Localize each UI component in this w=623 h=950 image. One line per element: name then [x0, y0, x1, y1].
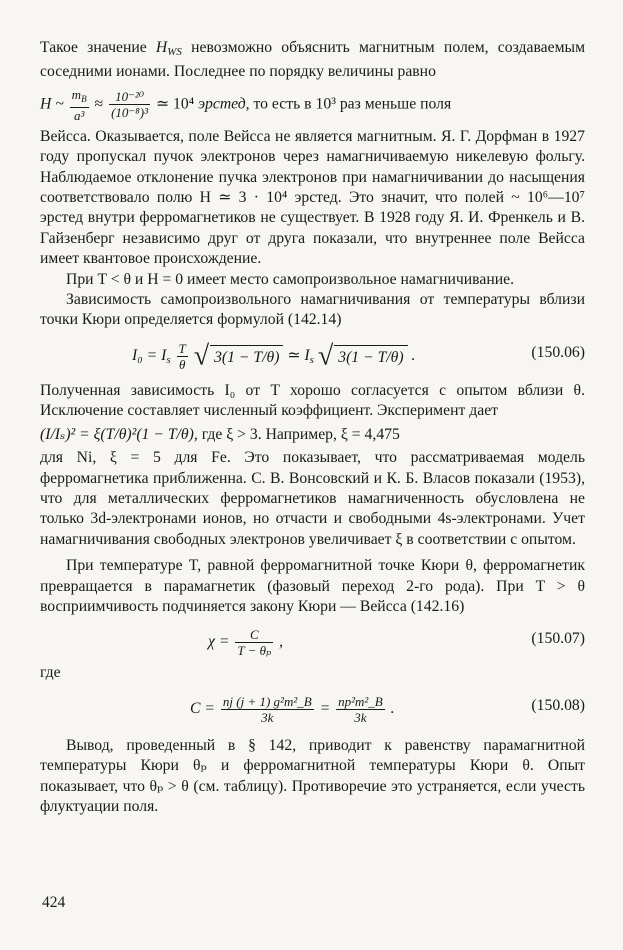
equation-150-08	[40, 684, 585, 730]
math-symbol: H	[155, 39, 168, 56]
fraction-denominator: 3k	[354, 709, 367, 725]
paragraph-7: Вывод, проведенный в § 142, приводит к равенству парамагнитной температуры Кюри θₚ и ферромагнитной температуры Кюри θ. Опыт показывает, что θₚ > θ (см. таблицу). Противоречие это устраняется, если учесть флуктуации поля.	[40, 736, 585, 815]
paragraph-2: Вейсса. Оказывается, поле Вейсса не является магнитным. Я. Г. Дорфман в 1927 году пропускал пучок электронов через намагничиваемую никелевую фольгу. Наблюдаемое отклонение пучка электронов при намагничивании до насыщения соответствовало полю H ≃ 3 · 10⁴ эрстед. Это значит, что полей ~ 10⁶—10⁷ эрстед внутри ферромагнетиков не существует. В 1928 году Я. И. Френкель и В. Гайзенберг независимо друг от друга показали, что внутреннее поле Вейсса имеет квантовое происхождение.	[40, 127, 585, 268]
equation-number: (150.08)	[531, 696, 585, 714]
fraction-numerator: np²m²_B	[338, 693, 383, 709]
math-punctuation: .	[386, 699, 395, 717]
math-expression: (I/Iₛ)² = ξ(T/θ)²(1 − T/θ),	[40, 425, 198, 443]
math-lhs: χ =	[208, 633, 230, 651]
math-subscript: WS	[167, 46, 182, 58]
paragraph-1	[40, 38, 585, 83]
fraction-denominator: (10⁻⁸)³	[111, 105, 149, 121]
equation-150-06	[40, 331, 585, 381]
math-subscript: s	[166, 353, 171, 366]
equation-number: (150.06)	[531, 343, 585, 361]
radicand: 3(1 − T/θ)	[210, 345, 283, 368]
math-operator: =	[315, 699, 335, 717]
math-symbol: m	[71, 86, 82, 102]
math-subscript: s	[309, 353, 314, 366]
fraction-denominator: T − θₚ	[237, 643, 272, 659]
paragraph-5b: для Ni, ξ = 5 для Fe. Это показывает, что рассматриваемая модель ферромагнетика приближенна. С. В. Вонсовский и К. Б. Власов показали (1953), что для металлических ферромагнетиков намагниченность обусловлена не только 3d-электронами ионов, но отчасти и свободными 4s-электронами. Учет намагничивания свободных электронов увеличивает ξ в соответствии с опытом.	[40, 449, 585, 548]
math-punctuation: .	[407, 346, 416, 364]
text-run: невозможно объяснить магнитным полем, создаваемым соседними ионами. Последнее по порядку величины равно	[40, 39, 585, 81]
fraction-denominator: 3k	[261, 709, 274, 725]
equation-number: (150.07)	[531, 630, 585, 648]
math-lhs: I₀ = I	[132, 346, 167, 364]
fraction-mb-a3	[70, 87, 89, 123]
math-lhs: C =	[190, 699, 215, 717]
fraction-numerator	[70, 87, 89, 108]
equation-body	[208, 627, 283, 658]
fraction-numerator: 10⁻²⁰	[109, 89, 150, 105]
text-run: где ξ > 3. Например, ξ = 4,475	[197, 425, 400, 443]
fraction-t-theta	[177, 341, 188, 372]
text-run: Такое значение	[40, 39, 156, 56]
formula-line-1	[40, 87, 585, 123]
where-label: где	[40, 664, 61, 682]
page-body	[40, 38, 585, 817]
math-h-ws	[156, 39, 182, 56]
math-subscript: B	[81, 93, 87, 104]
formula-line-2	[40, 425, 585, 445]
equation-body	[132, 341, 415, 372]
text-run: то есть в 10³ раз меньше поля	[249, 95, 452, 113]
page-number: 424	[42, 894, 66, 911]
math-punctuation: ,	[275, 633, 284, 651]
paragraph-6: При температуре T, равной ферромагнитной точке Кюри θ, ферромагнетик превращается в парамагнетик (фазовый переход 2-го рода). При T > θ восприимчивость подчиняется закону Кюри — Вейсса (142.16)	[40, 557, 585, 615]
fraction-numerator: C	[235, 627, 273, 643]
radicand: 3(1 − T/θ)	[334, 345, 407, 368]
equation-body	[190, 694, 395, 725]
radical-sign: √	[317, 340, 334, 372]
paragraph-5a: Полученная зависимость I₀ от T хорошо согласуется с опытом вблизи θ. Исключение составляет численный коэффициент. Эксперимент дает	[40, 381, 585, 420]
equation-150-07	[40, 617, 585, 663]
radical-sign: √	[193, 340, 210, 372]
paragraph-4: Зависимость самопроизвольного намагничивания от температуры вблизи точки Кюри определяется формулой (142.14)	[40, 291, 585, 329]
unit-oersted: эрстед,	[194, 95, 250, 113]
paragraph-3: При T < θ и H = 0 имеет место самопроизвольное намагничивание.	[66, 270, 514, 288]
fraction-c	[235, 627, 273, 658]
math-operator: ≈	[94, 95, 104, 113]
fraction-curie-2	[336, 694, 385, 725]
fraction-numerator: T	[178, 340, 186, 356]
math-lhs: H ~	[40, 95, 64, 113]
math-value: ≃ 10⁴	[155, 95, 195, 113]
fraction-curie-1	[221, 694, 314, 725]
fraction-numerator: nj (j + 1) g²m²_B	[222, 693, 312, 709]
math-operator: ≃ I	[287, 346, 310, 364]
fraction-denominator: a³	[73, 107, 85, 123]
fraction-powers	[109, 89, 150, 120]
fraction-denominator: θ	[178, 356, 186, 372]
